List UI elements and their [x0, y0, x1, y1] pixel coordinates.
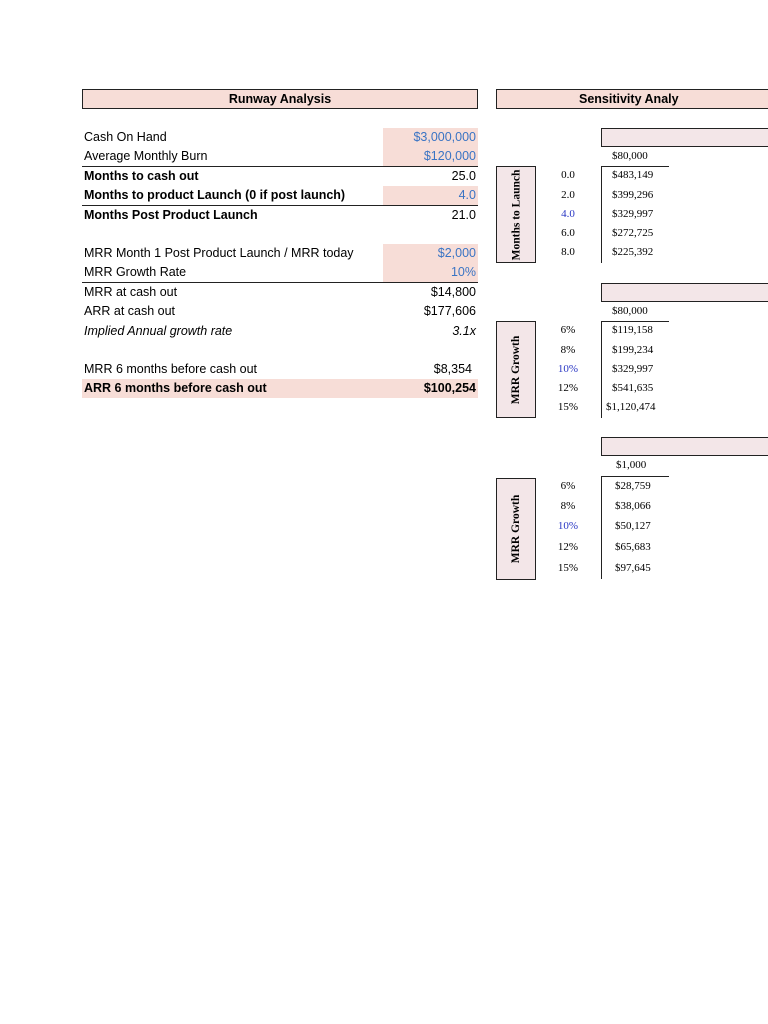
row-key: 12%: [557, 541, 579, 553]
runway-row-arr-at-cash-out: [82, 302, 478, 321]
row-value: $97,645: [615, 562, 651, 574]
axis-label: MRR Growth: [510, 335, 522, 404]
arr-6-months-value: $100,254: [423, 381, 476, 395]
divider: [601, 166, 602, 263]
row-key: 12%: [557, 382, 579, 394]
divider: [601, 476, 602, 579]
months-to-launch-value[interactable]: 4.0: [458, 188, 476, 202]
runway-row-implied-growth: [82, 322, 478, 341]
axis-label: MRR Growth: [510, 494, 522, 564]
runway-row-monthly-burn: [82, 147, 478, 166]
row-value: $399,296: [612, 189, 654, 201]
months-post-launch-value: 21.0: [451, 208, 476, 222]
row-value: $199,234: [612, 344, 654, 356]
row-value: $28,759: [615, 480, 651, 492]
mrr-6-months-label: MRR 6 months before cash out: [84, 362, 257, 376]
arr-at-cash-out-label: ARR at cash out: [84, 304, 176, 318]
row-value: $225,392: [612, 246, 654, 258]
row-key-current: 10%: [557, 363, 579, 375]
row-value: $65,683: [615, 541, 651, 553]
runway-analysis-header: [82, 89, 478, 109]
runway-row-months-to-launch: [82, 186, 478, 205]
row-value: $541,635: [612, 382, 654, 394]
row-key: 6%: [560, 480, 576, 492]
runway-row-mrr-growth-rate: [82, 263, 478, 282]
table-corner-value: $80,000: [612, 305, 648, 317]
runway-row-months-post-launch: [82, 206, 478, 225]
mrr-growth-rate-label: MRR Growth Rate: [84, 265, 187, 279]
cash-on-hand-value[interactable]: $3,000,000: [413, 130, 476, 144]
monthly-burn-label: Average Monthly Burn: [84, 149, 208, 163]
monthly-burn-value[interactable]: $120,000: [423, 149, 476, 163]
row-value: $1,120,474: [606, 401, 656, 413]
row-key: 8.0: [561, 246, 575, 258]
cash-on-hand-label: Cash On Hand: [84, 130, 167, 144]
months-post-launch-label: Months Post Product Launch: [84, 208, 258, 222]
implied-growth-value: 3.1x: [452, 324, 476, 338]
row-key-current: 10%: [557, 520, 579, 532]
arr-6-months-label: ARR 6 months before cash out: [84, 381, 267, 395]
axis-label-box: [496, 166, 536, 263]
mrr-at-cash-out-label: MRR at cash out: [84, 285, 178, 299]
months-to-cash-out-value: 25.0: [451, 169, 476, 183]
axis-label-box: [496, 478, 536, 580]
sensitivity-analysis-title: Sensitivity Analy: [579, 92, 679, 106]
row-key: 15%: [557, 562, 579, 574]
mrr-month1-label: MRR Month 1 Post Product Launch / MRR today: [84, 246, 354, 260]
mrr-6-months-value: $8,354: [433, 362, 472, 376]
divider: [601, 321, 669, 322]
row-key: 0.0: [561, 169, 575, 181]
row-value: $272,725: [612, 227, 654, 239]
row-key: 6%: [560, 324, 576, 336]
arr-at-cash-out-value: $177,606: [423, 304, 476, 318]
sensitivity-analysis-header: [496, 89, 768, 109]
axis-label-box: [496, 321, 536, 418]
runway-row-cash-on-hand: [82, 128, 478, 147]
row-value: $119,158: [612, 324, 653, 336]
row-value: $329,997: [612, 363, 654, 375]
row-key: 15%: [557, 401, 579, 413]
runway-row-mrr-6-months: [82, 360, 478, 379]
table-corner-value: $80,000: [612, 150, 648, 162]
implied-growth-label: Implied Annual growth rate: [84, 324, 233, 338]
table-header-cell: [601, 128, 768, 147]
runway-row-mrr-at-cash-out: [82, 283, 478, 302]
mrr-at-cash-out-value: $14,800: [430, 285, 476, 299]
months-to-cash-out-label: Months to cash out: [84, 169, 199, 183]
runway-row-months-to-cash-out: [82, 167, 478, 186]
row-key: 6.0: [561, 227, 575, 239]
row-key: 2.0: [561, 189, 575, 201]
axis-label: Months to Launch: [510, 169, 522, 260]
row-key: 8%: [560, 500, 576, 512]
row-value: $50,127: [615, 520, 651, 532]
row-key-current: 4.0: [561, 208, 575, 220]
table-header-cell: [601, 283, 768, 302]
mrr-month1-value[interactable]: $2,000: [437, 246, 476, 260]
runway-analysis-title: Runway Analysis: [228, 92, 332, 106]
months-to-launch-label: Months to product Launch (0 if post launch): [84, 188, 346, 202]
table-corner-value: $1,000: [616, 459, 647, 471]
divider: [601, 321, 602, 418]
runway-row-mrr-month1: [82, 244, 478, 263]
table-header-cell: [601, 437, 768, 456]
runway-row-arr-6-months: [82, 379, 478, 398]
divider: [601, 166, 669, 167]
row-value: $483,149: [612, 169, 654, 181]
mrr-growth-rate-value[interactable]: 10%: [450, 265, 476, 279]
row-value: $38,066: [615, 500, 651, 512]
divider: [601, 476, 669, 477]
row-value: $329,997: [612, 208, 654, 220]
row-key: 8%: [560, 344, 576, 356]
